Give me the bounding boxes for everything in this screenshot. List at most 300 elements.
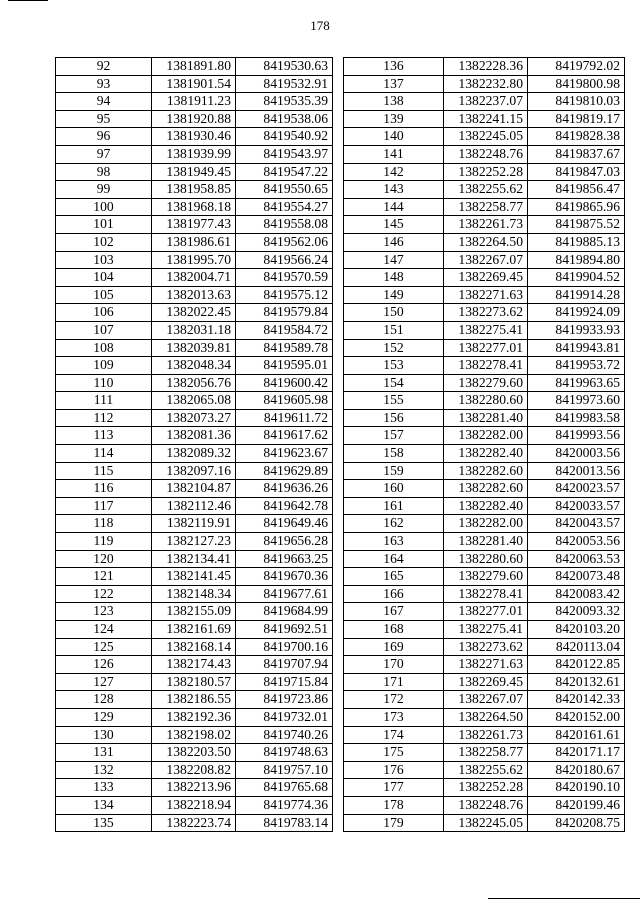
point-number-cell: 152 bbox=[344, 339, 444, 357]
table-row bbox=[56, 814, 333, 832]
y-coordinate-cell: 8419649.46 bbox=[236, 515, 333, 533]
table-row bbox=[56, 110, 333, 128]
point-number-cell: 97 bbox=[56, 145, 152, 163]
x-coordinate-cell: 1382271.63 bbox=[444, 656, 528, 674]
y-coordinate-cell: 8419800.98 bbox=[528, 75, 625, 93]
table-row bbox=[56, 321, 333, 339]
table-row bbox=[56, 445, 333, 463]
y-coordinate-cell: 8420171.17 bbox=[528, 744, 625, 762]
x-coordinate-cell: 1382048.34 bbox=[152, 357, 236, 375]
x-coordinate-cell: 1382218.94 bbox=[152, 796, 236, 814]
y-coordinate-cell: 8419885.13 bbox=[528, 233, 625, 251]
y-coordinate-cell: 8419692.51 bbox=[236, 621, 333, 639]
point-number-cell: 153 bbox=[344, 357, 444, 375]
table-row bbox=[56, 638, 333, 656]
y-coordinate-cell: 8419547.22 bbox=[236, 163, 333, 181]
point-number-cell: 169 bbox=[344, 638, 444, 656]
coordinates-table-left bbox=[55, 57, 333, 832]
x-coordinate-cell: 1382248.76 bbox=[444, 796, 528, 814]
x-coordinate-cell: 1382134.41 bbox=[152, 550, 236, 568]
table-row bbox=[56, 409, 333, 427]
point-number-cell: 109 bbox=[56, 357, 152, 375]
point-number-cell: 111 bbox=[56, 392, 152, 410]
table-row bbox=[56, 392, 333, 410]
point-number-cell: 101 bbox=[56, 216, 152, 234]
y-coordinate-cell: 8419819.17 bbox=[528, 110, 625, 128]
point-number-cell: 130 bbox=[56, 726, 152, 744]
y-coordinate-cell: 8419550.65 bbox=[236, 181, 333, 199]
point-number-cell: 92 bbox=[56, 58, 152, 76]
table-row bbox=[56, 163, 333, 181]
y-coordinate-cell: 8419636.26 bbox=[236, 480, 333, 498]
y-coordinate-cell: 8419757.10 bbox=[236, 761, 333, 779]
point-number-cell: 96 bbox=[56, 128, 152, 146]
point-number-cell: 102 bbox=[56, 233, 152, 251]
point-number-cell: 151 bbox=[344, 321, 444, 339]
y-coordinate-cell: 8419732.01 bbox=[236, 708, 333, 726]
x-coordinate-cell: 1382277.01 bbox=[444, 339, 528, 357]
table-row bbox=[56, 145, 333, 163]
table-row bbox=[344, 779, 625, 797]
y-coordinate-cell: 8420013.56 bbox=[528, 462, 625, 480]
point-number-cell: 168 bbox=[344, 621, 444, 639]
table-row bbox=[344, 145, 625, 163]
x-coordinate-cell: 1382161.69 bbox=[152, 621, 236, 639]
table-row bbox=[344, 744, 625, 762]
table-row bbox=[56, 796, 333, 814]
x-coordinate-cell: 1381911.23 bbox=[152, 93, 236, 111]
table-row bbox=[344, 216, 625, 234]
y-coordinate-cell: 8419670.36 bbox=[236, 568, 333, 586]
table-row bbox=[56, 673, 333, 691]
point-number-cell: 164 bbox=[344, 550, 444, 568]
point-number-cell: 177 bbox=[344, 779, 444, 797]
y-coordinate-cell: 8419566.24 bbox=[236, 251, 333, 269]
point-number-cell: 93 bbox=[56, 75, 152, 93]
x-coordinate-cell: 1382281.40 bbox=[444, 409, 528, 427]
y-coordinate-cell: 8419562.06 bbox=[236, 233, 333, 251]
point-number-cell: 138 bbox=[344, 93, 444, 111]
point-number-cell: 120 bbox=[56, 550, 152, 568]
y-coordinate-cell: 8419677.61 bbox=[236, 585, 333, 603]
point-number-cell: 146 bbox=[344, 233, 444, 251]
x-coordinate-cell: 1382198.02 bbox=[152, 726, 236, 744]
point-number-cell: 117 bbox=[56, 497, 152, 515]
point-number-cell: 95 bbox=[56, 110, 152, 128]
table-row bbox=[344, 814, 625, 832]
coordinates-table-right bbox=[343, 57, 625, 832]
x-coordinate-cell: 1382097.16 bbox=[152, 462, 236, 480]
x-coordinate-cell: 1382112.46 bbox=[152, 497, 236, 515]
table-row bbox=[344, 621, 625, 639]
point-number-cell: 121 bbox=[56, 568, 152, 586]
table-row bbox=[344, 198, 625, 216]
table-row bbox=[56, 93, 333, 111]
x-coordinate-cell: 1381901.54 bbox=[152, 75, 236, 93]
y-coordinate-cell: 8419875.52 bbox=[528, 216, 625, 234]
y-coordinate-cell: 8420083.42 bbox=[528, 585, 625, 603]
x-coordinate-cell: 1381939.99 bbox=[152, 145, 236, 163]
y-coordinate-cell: 8419656.28 bbox=[236, 533, 333, 551]
y-coordinate-cell: 8420180.67 bbox=[528, 761, 625, 779]
y-coordinate-cell: 8420103.20 bbox=[528, 621, 625, 639]
table-row bbox=[344, 392, 625, 410]
x-coordinate-cell: 1382269.45 bbox=[444, 673, 528, 691]
x-coordinate-cell: 1382065.08 bbox=[152, 392, 236, 410]
y-coordinate-cell: 8420033.57 bbox=[528, 497, 625, 515]
point-number-cell: 98 bbox=[56, 163, 152, 181]
y-coordinate-cell: 8419611.72 bbox=[236, 409, 333, 427]
x-coordinate-cell: 1382255.62 bbox=[444, 761, 528, 779]
point-number-cell: 106 bbox=[56, 304, 152, 322]
point-number-cell: 135 bbox=[56, 814, 152, 832]
table-row bbox=[344, 286, 625, 304]
x-coordinate-cell: 1382273.62 bbox=[444, 304, 528, 322]
x-coordinate-cell: 1382282.40 bbox=[444, 497, 528, 515]
table-row bbox=[344, 691, 625, 709]
table-row bbox=[344, 603, 625, 621]
y-coordinate-cell: 8419894.80 bbox=[528, 251, 625, 269]
point-number-cell: 99 bbox=[56, 181, 152, 199]
x-coordinate-cell: 1382004.71 bbox=[152, 269, 236, 287]
point-number-cell: 150 bbox=[344, 304, 444, 322]
y-coordinate-cell: 8419538.06 bbox=[236, 110, 333, 128]
table-row bbox=[344, 638, 625, 656]
point-number-cell: 114 bbox=[56, 445, 152, 463]
x-coordinate-cell: 1382261.73 bbox=[444, 726, 528, 744]
y-coordinate-cell: 8419554.27 bbox=[236, 198, 333, 216]
table-row bbox=[344, 568, 625, 586]
y-coordinate-cell: 8419595.01 bbox=[236, 357, 333, 375]
point-number-cell: 161 bbox=[344, 497, 444, 515]
table-row bbox=[56, 621, 333, 639]
x-coordinate-cell: 1382013.63 bbox=[152, 286, 236, 304]
table-row bbox=[56, 497, 333, 515]
x-coordinate-cell: 1382280.60 bbox=[444, 550, 528, 568]
x-coordinate-cell: 1382273.62 bbox=[444, 638, 528, 656]
x-coordinate-cell: 1382022.45 bbox=[152, 304, 236, 322]
point-number-cell: 141 bbox=[344, 145, 444, 163]
point-number-cell: 119 bbox=[56, 533, 152, 551]
x-coordinate-cell: 1382275.41 bbox=[444, 621, 528, 639]
point-number-cell: 118 bbox=[56, 515, 152, 533]
table-row bbox=[344, 93, 625, 111]
y-coordinate-cell: 8419973.60 bbox=[528, 392, 625, 410]
table-row bbox=[56, 216, 333, 234]
y-coordinate-cell: 8419765.68 bbox=[236, 779, 333, 797]
point-number-cell: 179 bbox=[344, 814, 444, 832]
table-row bbox=[56, 585, 333, 603]
y-coordinate-cell: 8420199.46 bbox=[528, 796, 625, 814]
y-coordinate-cell: 8420208.75 bbox=[528, 814, 625, 832]
y-coordinate-cell: 8420003.56 bbox=[528, 445, 625, 463]
y-coordinate-cell: 8419740.26 bbox=[236, 726, 333, 744]
table-row bbox=[56, 779, 333, 797]
y-coordinate-cell: 8419748.63 bbox=[236, 744, 333, 762]
x-coordinate-cell: 1382213.96 bbox=[152, 779, 236, 797]
x-coordinate-cell: 1382278.41 bbox=[444, 357, 528, 375]
point-number-cell: 156 bbox=[344, 409, 444, 427]
bottom-rule bbox=[488, 898, 640, 899]
y-coordinate-cell: 8419774.36 bbox=[236, 796, 333, 814]
table-row bbox=[344, 163, 625, 181]
x-coordinate-cell: 1382208.82 bbox=[152, 761, 236, 779]
table-row bbox=[56, 339, 333, 357]
table-row bbox=[56, 357, 333, 375]
table-row bbox=[344, 550, 625, 568]
y-coordinate-cell: 8419810.03 bbox=[528, 93, 625, 111]
x-coordinate-cell: 1381995.70 bbox=[152, 251, 236, 269]
point-number-cell: 176 bbox=[344, 761, 444, 779]
table-row bbox=[344, 374, 625, 392]
x-coordinate-cell: 1382282.40 bbox=[444, 445, 528, 463]
y-coordinate-cell: 8419904.52 bbox=[528, 269, 625, 287]
table-row bbox=[56, 58, 333, 76]
point-number-cell: 104 bbox=[56, 269, 152, 287]
page-number: 178 bbox=[310, 18, 330, 33]
x-coordinate-cell: 1382275.41 bbox=[444, 321, 528, 339]
table-row bbox=[344, 673, 625, 691]
x-coordinate-cell: 1382073.27 bbox=[152, 409, 236, 427]
x-coordinate-cell: 1382279.60 bbox=[444, 568, 528, 586]
table-row bbox=[344, 796, 625, 814]
x-coordinate-cell: 1382278.41 bbox=[444, 585, 528, 603]
table-row bbox=[344, 58, 625, 76]
point-number-cell: 112 bbox=[56, 409, 152, 427]
x-coordinate-cell: 1382245.05 bbox=[444, 814, 528, 832]
y-coordinate-cell: 8419663.25 bbox=[236, 550, 333, 568]
x-coordinate-cell: 1381986.61 bbox=[152, 233, 236, 251]
y-coordinate-cell: 8419953.72 bbox=[528, 357, 625, 375]
y-coordinate-cell: 8419828.38 bbox=[528, 128, 625, 146]
point-number-cell: 143 bbox=[344, 181, 444, 199]
table-row bbox=[344, 269, 625, 287]
y-coordinate-cell: 8420093.32 bbox=[528, 603, 625, 621]
x-coordinate-cell: 1382277.01 bbox=[444, 603, 528, 621]
x-coordinate-cell: 1381891.80 bbox=[152, 58, 236, 76]
x-coordinate-cell: 1382282.60 bbox=[444, 462, 528, 480]
point-number-cell: 157 bbox=[344, 427, 444, 445]
point-number-cell: 123 bbox=[56, 603, 152, 621]
x-coordinate-cell: 1382237.07 bbox=[444, 93, 528, 111]
table-row bbox=[56, 233, 333, 251]
x-coordinate-cell: 1382269.45 bbox=[444, 269, 528, 287]
y-coordinate-cell: 8419629.89 bbox=[236, 462, 333, 480]
x-coordinate-cell: 1381949.45 bbox=[152, 163, 236, 181]
x-coordinate-cell: 1381920.88 bbox=[152, 110, 236, 128]
point-number-cell: 158 bbox=[344, 445, 444, 463]
table-row bbox=[56, 726, 333, 744]
table-row bbox=[56, 568, 333, 586]
y-coordinate-cell: 8419600.42 bbox=[236, 374, 333, 392]
x-coordinate-cell: 1382252.28 bbox=[444, 163, 528, 181]
point-number-cell: 139 bbox=[344, 110, 444, 128]
point-number-cell: 132 bbox=[56, 761, 152, 779]
point-number-cell: 154 bbox=[344, 374, 444, 392]
table-row bbox=[56, 128, 333, 146]
point-number-cell: 166 bbox=[344, 585, 444, 603]
x-coordinate-cell: 1382258.77 bbox=[444, 744, 528, 762]
table-row bbox=[56, 181, 333, 199]
point-number-cell: 124 bbox=[56, 621, 152, 639]
point-number-cell: 155 bbox=[344, 392, 444, 410]
x-coordinate-cell: 1382174.43 bbox=[152, 656, 236, 674]
y-coordinate-cell: 8419642.78 bbox=[236, 497, 333, 515]
x-coordinate-cell: 1382127.23 bbox=[152, 533, 236, 551]
y-coordinate-cell: 8419783.14 bbox=[236, 814, 333, 832]
point-number-cell: 128 bbox=[56, 691, 152, 709]
x-coordinate-cell: 1382104.87 bbox=[152, 480, 236, 498]
x-coordinate-cell: 1382258.77 bbox=[444, 198, 528, 216]
x-coordinate-cell: 1382282.00 bbox=[444, 427, 528, 445]
x-coordinate-cell: 1382192.36 bbox=[152, 708, 236, 726]
point-number-cell: 159 bbox=[344, 462, 444, 480]
table-row bbox=[344, 409, 625, 427]
point-number-cell: 165 bbox=[344, 568, 444, 586]
point-number-cell: 110 bbox=[56, 374, 152, 392]
y-coordinate-cell: 8419532.91 bbox=[236, 75, 333, 93]
table-row bbox=[56, 550, 333, 568]
point-number-cell: 173 bbox=[344, 708, 444, 726]
y-coordinate-cell: 8420122.85 bbox=[528, 656, 625, 674]
y-coordinate-cell: 8419584.72 bbox=[236, 321, 333, 339]
x-coordinate-cell: 1382271.63 bbox=[444, 286, 528, 304]
table-row bbox=[344, 110, 625, 128]
point-number-cell: 170 bbox=[344, 656, 444, 674]
table-row bbox=[344, 251, 625, 269]
table-row bbox=[344, 585, 625, 603]
x-coordinate-cell: 1382282.60 bbox=[444, 480, 528, 498]
table-row bbox=[344, 656, 625, 674]
table-row bbox=[344, 708, 625, 726]
table-row bbox=[56, 691, 333, 709]
x-coordinate-cell: 1382119.91 bbox=[152, 515, 236, 533]
y-coordinate-cell: 8420023.57 bbox=[528, 480, 625, 498]
x-coordinate-cell: 1382261.73 bbox=[444, 216, 528, 234]
y-coordinate-cell: 8420190.10 bbox=[528, 779, 625, 797]
point-number-cell: 172 bbox=[344, 691, 444, 709]
y-coordinate-cell: 8419575.12 bbox=[236, 286, 333, 304]
y-coordinate-cell: 8419700.16 bbox=[236, 638, 333, 656]
y-coordinate-cell: 8419535.39 bbox=[236, 93, 333, 111]
point-number-cell: 129 bbox=[56, 708, 152, 726]
y-coordinate-cell: 8420073.48 bbox=[528, 568, 625, 586]
y-coordinate-cell: 8419579.84 bbox=[236, 304, 333, 322]
point-number-cell: 171 bbox=[344, 673, 444, 691]
table-row bbox=[56, 603, 333, 621]
table-row bbox=[344, 321, 625, 339]
point-number-cell: 160 bbox=[344, 480, 444, 498]
point-number-cell: 167 bbox=[344, 603, 444, 621]
x-coordinate-cell: 1382264.50 bbox=[444, 708, 528, 726]
point-number-cell: 126 bbox=[56, 656, 152, 674]
point-number-cell: 144 bbox=[344, 198, 444, 216]
point-number-cell: 125 bbox=[56, 638, 152, 656]
x-coordinate-cell: 1382039.81 bbox=[152, 339, 236, 357]
point-number-cell: 103 bbox=[56, 251, 152, 269]
y-coordinate-cell: 8420161.61 bbox=[528, 726, 625, 744]
point-number-cell: 122 bbox=[56, 585, 152, 603]
table-row bbox=[344, 128, 625, 146]
y-coordinate-cell: 8419792.02 bbox=[528, 58, 625, 76]
table-row bbox=[344, 445, 625, 463]
x-coordinate-cell: 1382186.55 bbox=[152, 691, 236, 709]
x-coordinate-cell: 1382245.05 bbox=[444, 128, 528, 146]
x-coordinate-cell: 1382180.57 bbox=[152, 673, 236, 691]
y-coordinate-cell: 8419543.97 bbox=[236, 145, 333, 163]
x-coordinate-cell: 1382282.00 bbox=[444, 515, 528, 533]
y-coordinate-cell: 8419933.93 bbox=[528, 321, 625, 339]
table-row bbox=[56, 761, 333, 779]
table-row bbox=[56, 269, 333, 287]
x-coordinate-cell: 1382148.34 bbox=[152, 585, 236, 603]
point-number-cell: 145 bbox=[344, 216, 444, 234]
y-coordinate-cell: 8420142.33 bbox=[528, 691, 625, 709]
point-number-cell: 142 bbox=[344, 163, 444, 181]
point-number-cell: 131 bbox=[56, 744, 152, 762]
y-coordinate-cell: 8419605.98 bbox=[236, 392, 333, 410]
point-number-cell: 113 bbox=[56, 427, 152, 445]
table-row bbox=[56, 708, 333, 726]
y-coordinate-cell: 8419540.92 bbox=[236, 128, 333, 146]
table-row bbox=[344, 726, 625, 744]
y-coordinate-cell: 8419924.09 bbox=[528, 304, 625, 322]
point-number-cell: 105 bbox=[56, 286, 152, 304]
x-coordinate-cell: 1381977.43 bbox=[152, 216, 236, 234]
y-coordinate-cell: 8419530.63 bbox=[236, 58, 333, 76]
y-coordinate-cell: 8419617.62 bbox=[236, 427, 333, 445]
point-number-cell: 94 bbox=[56, 93, 152, 111]
x-coordinate-cell: 1382081.36 bbox=[152, 427, 236, 445]
x-coordinate-cell: 1382279.60 bbox=[444, 374, 528, 392]
top-rule bbox=[8, 0, 48, 1]
x-coordinate-cell: 1382281.40 bbox=[444, 533, 528, 551]
y-coordinate-cell: 8419983.58 bbox=[528, 409, 625, 427]
x-coordinate-cell: 1381958.85 bbox=[152, 181, 236, 199]
table-row bbox=[56, 374, 333, 392]
y-coordinate-cell: 8419623.67 bbox=[236, 445, 333, 463]
x-coordinate-cell: 1382228.36 bbox=[444, 58, 528, 76]
point-number-cell: 149 bbox=[344, 286, 444, 304]
y-coordinate-cell: 8419847.03 bbox=[528, 163, 625, 181]
x-coordinate-cell: 1382223.74 bbox=[152, 814, 236, 832]
y-coordinate-cell: 8419865.96 bbox=[528, 198, 625, 216]
x-coordinate-cell: 1382255.62 bbox=[444, 181, 528, 199]
x-coordinate-cell: 1382141.45 bbox=[152, 568, 236, 586]
point-number-cell: 100 bbox=[56, 198, 152, 216]
table-row bbox=[56, 515, 333, 533]
point-number-cell: 162 bbox=[344, 515, 444, 533]
point-number-cell: 108 bbox=[56, 339, 152, 357]
table-row bbox=[56, 744, 333, 762]
x-coordinate-cell: 1382252.28 bbox=[444, 779, 528, 797]
x-coordinate-cell: 1382267.07 bbox=[444, 691, 528, 709]
table-row bbox=[344, 75, 625, 93]
table-row bbox=[344, 339, 625, 357]
x-coordinate-cell: 1382155.09 bbox=[152, 603, 236, 621]
y-coordinate-cell: 8420132.61 bbox=[528, 673, 625, 691]
table-row bbox=[56, 304, 333, 322]
table-row bbox=[344, 480, 625, 498]
point-number-cell: 116 bbox=[56, 480, 152, 498]
table-row bbox=[344, 427, 625, 445]
table-row bbox=[344, 357, 625, 375]
point-number-cell: 134 bbox=[56, 796, 152, 814]
point-number-cell: 115 bbox=[56, 462, 152, 480]
x-coordinate-cell: 1382267.07 bbox=[444, 251, 528, 269]
x-coordinate-cell: 1381930.46 bbox=[152, 128, 236, 146]
x-coordinate-cell: 1382248.76 bbox=[444, 145, 528, 163]
